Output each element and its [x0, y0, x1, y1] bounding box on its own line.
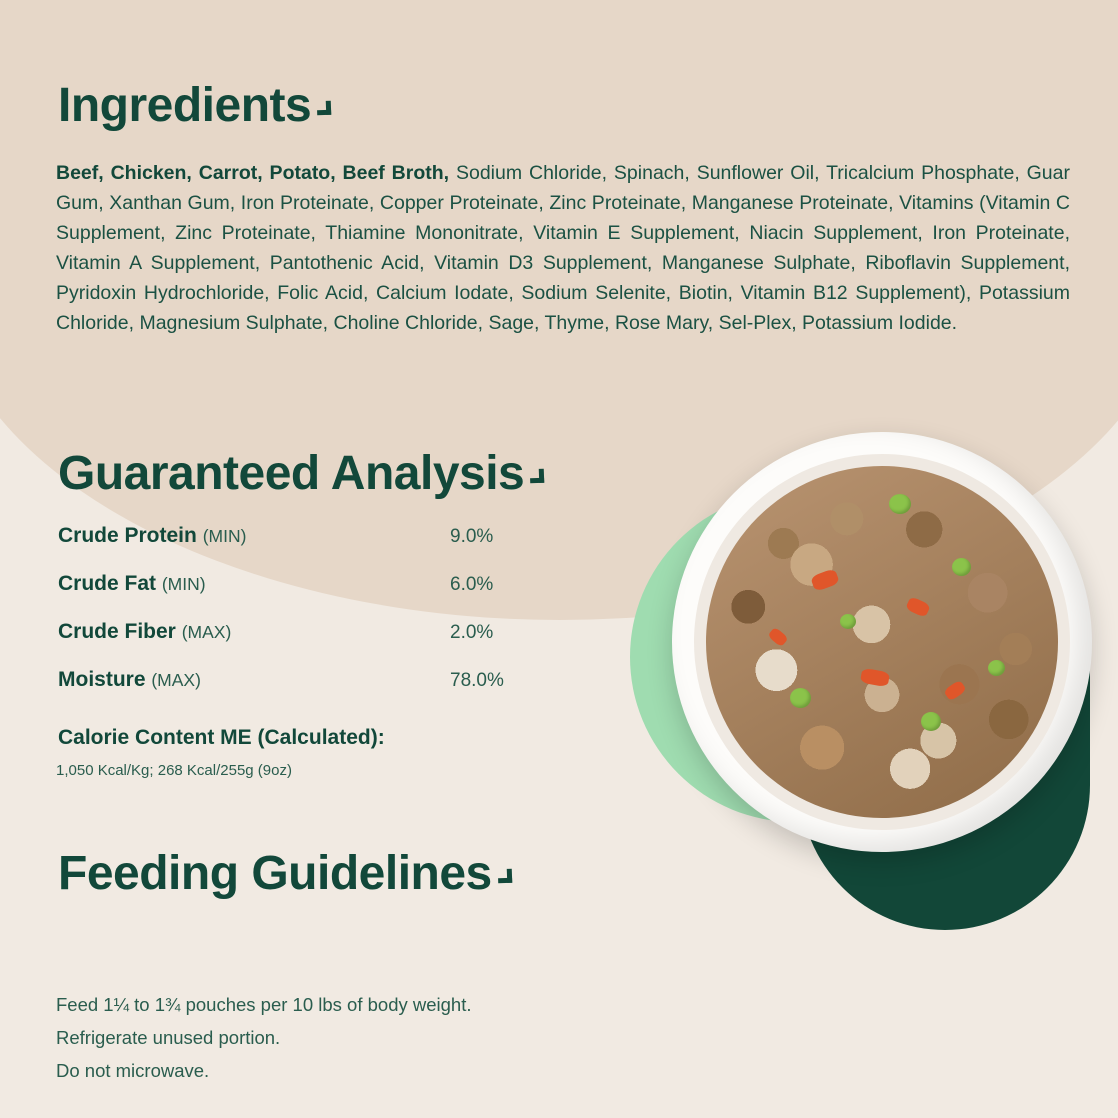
nutrient-qualifier: (MIN) [161, 574, 206, 594]
feeding-guidelines-text [56, 988, 472, 1087]
table-row [58, 524, 578, 572]
nutrient-name [58, 668, 450, 692]
nutrient-qualifier: (MAX) [181, 622, 232, 642]
nutrient-name [58, 572, 450, 596]
ingredients-text [56, 158, 1070, 338]
nutrient-label: Crude Protein [58, 524, 197, 547]
nutrient-value: 9.0% [450, 526, 494, 547]
nutrient-name [58, 524, 450, 548]
underline-tick-icon [497, 869, 511, 883]
guaranteed-analysis-heading-text: Guaranteed Analysis [58, 447, 525, 500]
feeding-line: Feed 1¼ to 1¾ pouches per 10 lbs of body weight. [56, 994, 472, 1015]
underline-tick-icon [530, 469, 544, 483]
calorie-content-label: Calorie Content ME (Calculated): [58, 726, 385, 749]
nutrient-value: 78.0% [450, 670, 504, 691]
nutrient-value: 6.0% [450, 574, 494, 595]
nutrient-name [58, 620, 450, 644]
table-row [58, 572, 578, 620]
feeding-guidelines-heading-text: Feeding Guidelines [58, 847, 492, 900]
nutrient-qualifier: (MAX) [151, 670, 201, 690]
nutrient-label: Moisture [58, 668, 146, 691]
ingredients-heading [58, 78, 331, 133]
calorie-content-value: 1,050 Kcal/Kg; 268 Kcal/255g (9oz) [56, 762, 292, 779]
ingredients-rest: Sodium Chloride, Spinach, Sunflower Oil, Tricalcium Phosphate, Guar Gum, Xanthan Gum, Iron Proteinate, Copper Proteinate, Zinc Proteinate, Manganese Proteinate, Vitamins (Vitamin C Supplement, Zinc Proteinate, Thiamine Mononitrate, Vitamin E Supplement, Niacin Supplement, Iron Proteinate, Vitamin A Supplement, Pantothenic Acid, Vitamin D3 Supplement, Manganese Sulphate, Riboflavin Supplement, Pyridoxin Hydrochloride, Folic Acid, Calcium Iodate, Sodium Selenite, Biotin, Vitamin B12 Supplement), Potassium Chloride, Magnesium Sulphate, Choline Chloride, Sage, Thyme, Rose Mary, Sel-Plex, Potassium Iodide. [56, 162, 1070, 334]
table-row [58, 620, 578, 668]
ingredients-highlighted: Beef, Chicken, Carrot, Potato, Beef Broth, [56, 162, 450, 184]
nutrient-label: Crude Fat [58, 572, 157, 595]
nutrient-value: 2.0% [450, 622, 494, 643]
nutrient-label: Crude Fiber [58, 620, 176, 643]
feeding-line: Refrigerate unused portion. [56, 1027, 281, 1048]
table-row [58, 668, 578, 716]
underline-tick-icon [317, 101, 331, 115]
nutrient-qualifier: (MIN) [202, 526, 247, 546]
guaranteed-analysis-table [58, 524, 578, 716]
ingredients-heading-text: Ingredients [58, 79, 312, 132]
feeding-line: Do not microwave. [56, 1060, 210, 1081]
feeding-guidelines-heading [58, 846, 512, 901]
guaranteed-analysis-heading [58, 446, 544, 501]
